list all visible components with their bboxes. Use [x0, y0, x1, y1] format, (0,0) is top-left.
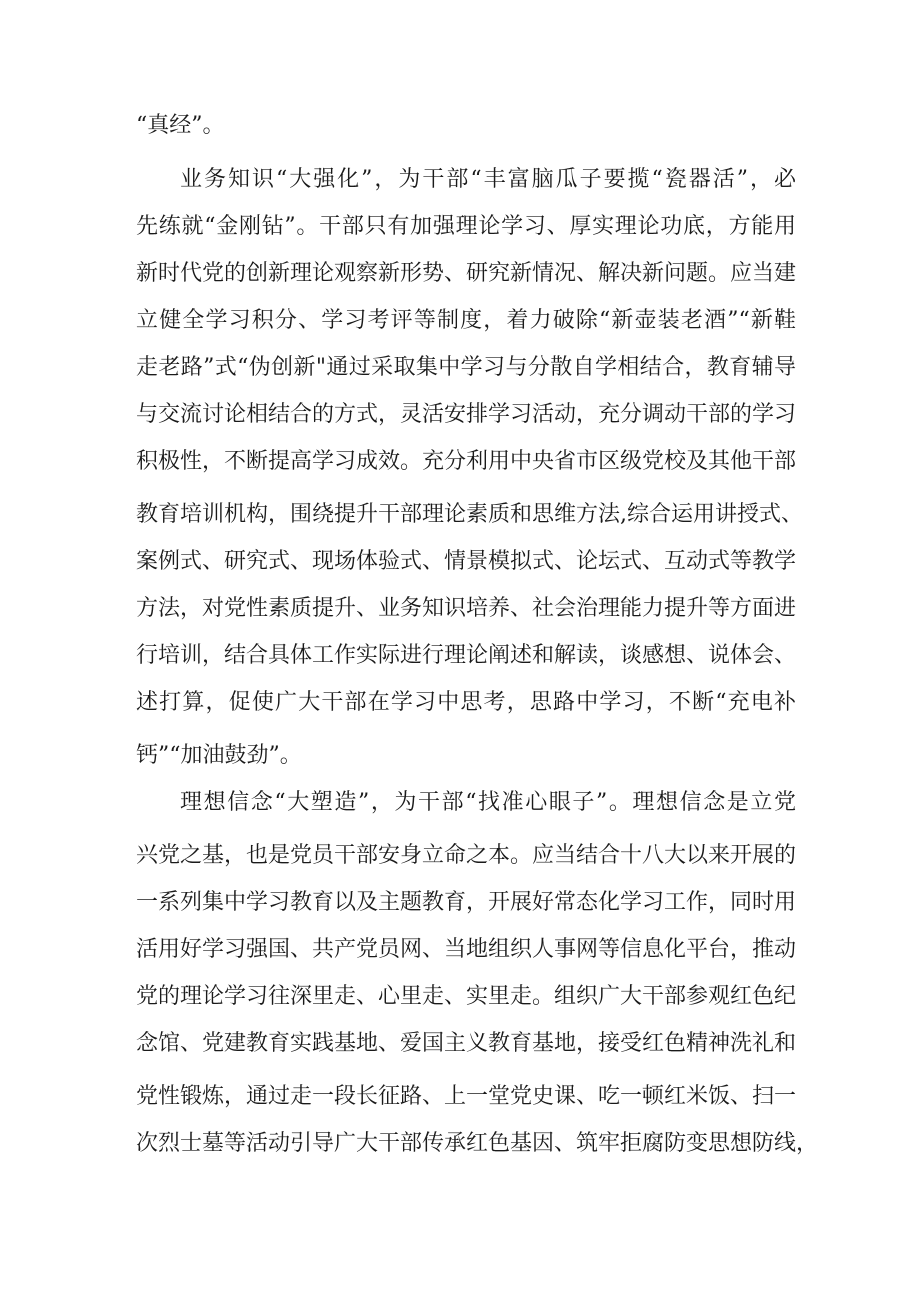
text-line: 案例式、研究式、现场体验式、情景模拟式、论坛式、互动式等教学 [136, 549, 797, 574]
text-line: 述打算，促使广大干部在学习中思考，思路中学习，不断“充电补 [136, 690, 796, 715]
text-line: 新时代党的创新理论观察新形势、研究新情况、解决新问题。应当建 [136, 261, 797, 286]
text-line: 党性锻炼，通过走一段长征路、上一堂党史课、吃一顿红米饭、扫一 [136, 1084, 797, 1109]
paragraph-first-line: 理想信念“大塑造”，为干部“找准心眼子”。理想信念是立党 [180, 790, 796, 815]
text-line: 先练就“金刚钻”。干部只有加强理论学习、厚实理论功底，方能用 [136, 214, 796, 239]
text-line: 兴党之基，也是党员干部安身立命之本。应当结合十八大以来开展的 [136, 843, 797, 868]
text-line: 走老路”式“伪创新"通过采取集中学习与分散自学相结合，教育辅导 [136, 355, 796, 380]
text-line: 活用好学习强国、共产党员网、当地组织人事网等信息化平台，推动 [136, 937, 797, 962]
paragraph-first-line: 业务知识“大强化”，为干部“丰富脑瓜子要揽“瓷器活”，必 [180, 167, 796, 192]
text-line: 念馆、党建教育实践基地、爱国主义教育基地，接受红色精神洗礼和 [136, 1031, 797, 1056]
text-line: 一系列集中学习教育以及主题教育，开展好常态化学习工作，同时用 [136, 890, 797, 915]
text-line: 钙”“加油鼓劲”。 [136, 743, 302, 768]
text-line: 立健全学习积分、学习考评等制度，着力破除“新壶装老酒”“新鞋 [136, 308, 796, 333]
text-line: 行培训，结合具体工作实际进行理论阐述和解读，谈感想、说体会、 [136, 643, 797, 668]
text-line: 方法，对党性素质提升、业务知识培养、社会治理能力提升等方面进 [136, 596, 797, 621]
text-line: 教育培训机构，围绕提升干部理论素质和思维方法,综合运用讲授式、 [136, 502, 803, 527]
text-line: 积极性，不断提高学习成效。充分利用中央省市区级党校及其他干部 [136, 449, 797, 474]
text-line: 与交流讨论相结合的方式，灵活安排学习活动，充分调动干部的学习 [136, 402, 797, 427]
text-line: 党的理论学习往深里走、心里走、实里走。组织广大干部参观红色纪 [136, 984, 797, 1009]
text-line: 次烈士墓等活动引导广大干部传承红色基因、筑牢拒腐防变思想防线， [136, 1131, 819, 1156]
text-line: “真经”。 [136, 113, 225, 138]
